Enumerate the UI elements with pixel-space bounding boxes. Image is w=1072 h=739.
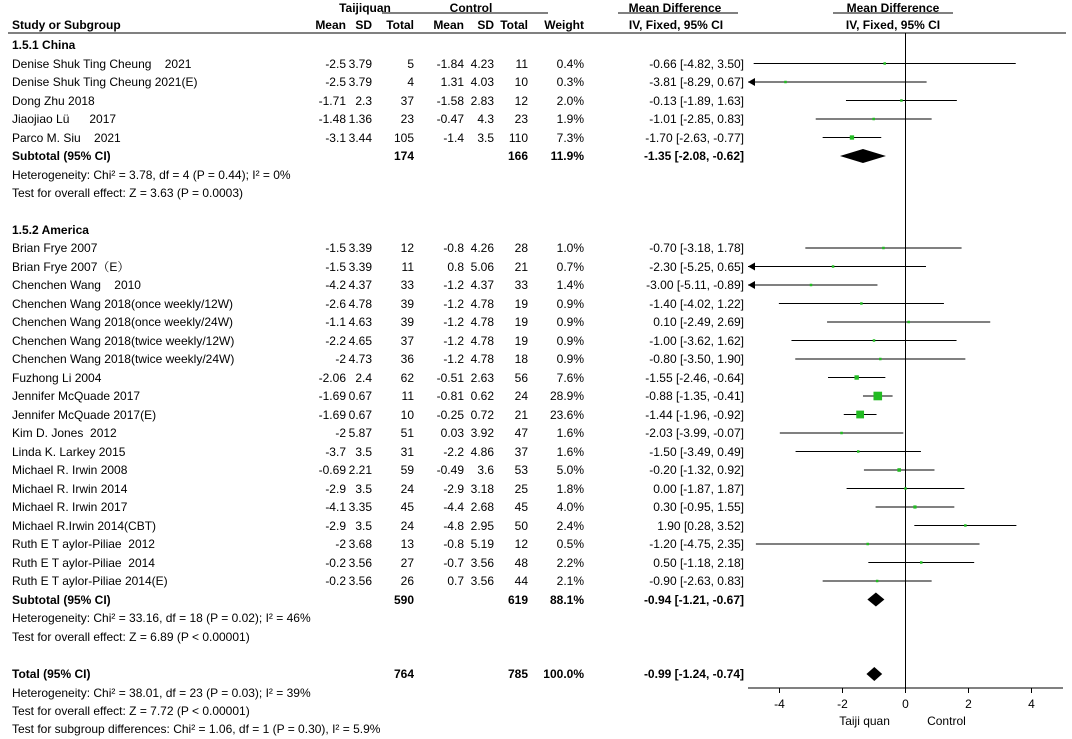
ci-cell: -1.01 [-2.85, 0.83] [649, 112, 744, 126]
mean1-cell: -2.6 [325, 296, 346, 311]
mean1-cell: -1.69 [318, 407, 346, 422]
ci-cell: -1.20 [-4.75, 2.35] [649, 537, 744, 551]
weight-cell: 23.6% [549, 407, 584, 422]
ci-cell: -1.70 [-2.63, -0.77] [645, 130, 744, 145]
mean2-cell: -1.2 [443, 333, 464, 348]
mean2-cell: -1.2 [443, 278, 464, 292]
md-column-title: Mean Difference [628, 1, 722, 15]
sd1-cell: 3.56 [348, 574, 372, 588]
sd1-cell: 2.4 [355, 370, 372, 385]
n2-cell: 21 [514, 259, 528, 274]
effect-square [907, 321, 910, 324]
ci-arrow [748, 263, 755, 271]
overall-effect-text: Test for overall effect: Z = 3.63 (P = 0.0003) [12, 186, 244, 200]
effect-square [882, 247, 885, 250]
total-heterogeneity: Heterogeneity: Chi² = 38.01, df = 23 (P = 0.03); I² = 39% [12, 686, 311, 700]
mean1-cell: -2.06 [318, 370, 346, 385]
sd1-cell: 3.68 [348, 537, 372, 551]
ci-cell: 0.50 [-1.18, 2.18] [653, 555, 744, 570]
effect-square [850, 135, 854, 139]
subtotal-n1: 174 [393, 149, 414, 163]
n2-cell: 45 [514, 500, 528, 514]
study-name: Chenchen Wang 2018(once weekly/12W) [12, 296, 234, 311]
sd2-cell: 4.26 [470, 241, 494, 255]
sd2-cell: 4.78 [470, 296, 494, 311]
sd2-cell: 2.95 [470, 518, 494, 533]
weight-header: Weight [544, 18, 584, 32]
sd2-cell: 3.56 [470, 574, 494, 588]
x-tick-label: 0 [902, 697, 909, 711]
n2-cell: 25 [514, 481, 528, 496]
mean1-cell: -1.48 [318, 112, 346, 126]
heterogeneity-text: Heterogeneity: Chi² = 33.16, df = 18 (P = 0.02); I² = 46% [12, 611, 311, 625]
study-name: Chenchen Wang 2018(twice weekly/12W) [12, 333, 235, 348]
mean1-cell: -0.69 [318, 463, 346, 477]
n2-cell: 19 [514, 296, 528, 311]
study-name: Parco M. Siu 2021 [12, 130, 121, 145]
subtotal-weight: 11.9% [550, 149, 584, 163]
sd1-cell: 3.79 [348, 75, 372, 89]
effect-square [840, 432, 843, 435]
overall-effect-text: Test for overall effect: Z = 6.89 (P < 0.00001) [12, 629, 250, 644]
sd1-header: SD [355, 18, 372, 32]
study-name: Michael R. Irwin 2008 [12, 463, 128, 477]
study-name: Michael R.Irwin 2014(CBT) [12, 518, 157, 533]
ci-cell: -1.50 [-3.49, 0.49] [649, 444, 744, 459]
total-weight: 100.0% [543, 667, 584, 681]
x-tick-label: -2 [837, 697, 848, 711]
sd1-cell: 2.21 [348, 463, 372, 477]
sd2-cell: 2.63 [470, 370, 494, 385]
n2-cell: 53 [514, 463, 528, 477]
sd2-cell: 4.78 [470, 315, 494, 329]
sd2-cell: 4.23 [470, 56, 494, 71]
ci-cell: 0.10 [-2.49, 2.69] [653, 315, 744, 329]
total-n2: 785 [507, 667, 528, 681]
study-name: Ruth E T aylor-Piliae 2014 [12, 555, 155, 570]
n2-cell: 47 [514, 426, 528, 440]
subgroup-title: 1.5.2 America [12, 222, 89, 237]
study-name: Chenchen Wang 2018(twice weekly/24W) [12, 352, 235, 366]
subgroup-title: 1.5.1 China [12, 38, 76, 52]
total-n1: 764 [393, 667, 414, 681]
axis-left-label: Taiji quan [839, 714, 890, 728]
mean2-cell: -2.2 [443, 444, 464, 459]
mean2-cell: -0.25 [436, 407, 464, 422]
weight-cell: 1.9% [556, 112, 584, 126]
mean2-cell: -0.8 [443, 537, 464, 551]
x-tick-label: 2 [965, 697, 972, 711]
sd2-cell: 3.18 [470, 481, 494, 496]
n2-cell: 50 [514, 518, 528, 533]
mean2-cell: -0.49 [436, 463, 464, 477]
subtotal-n2: 166 [507, 149, 528, 163]
n2-cell: 19 [514, 315, 528, 329]
n1-cell: 11 [401, 389, 414, 403]
sd2-cell: 5.06 [470, 259, 494, 274]
study-column-header: Study or Subgroup [12, 18, 121, 32]
effect-square [873, 392, 882, 401]
study-name: Denise Shuk Ting Cheung 2021 [12, 56, 192, 71]
n2-cell: 12 [514, 93, 528, 108]
ci-cell: -0.80 [-3.50, 1.90] [649, 352, 744, 366]
mean2-cell: 0.03 [440, 426, 464, 440]
sd1-cell: 5.87 [348, 426, 372, 440]
sd2-cell: 5.19 [470, 537, 494, 551]
n1-cell: 23 [400, 112, 414, 126]
sd1-cell: 2.3 [355, 93, 372, 108]
study-name: Brian Frye 2007（E） [12, 259, 130, 274]
mean1-cell: -2.9 [325, 481, 346, 496]
n2-cell: 48 [514, 555, 528, 570]
n2-cell: 44 [514, 574, 528, 588]
mean2-cell: -1.2 [443, 352, 464, 366]
study-name: Michael R. Irwin 2014 [12, 481, 128, 496]
study-name: Ruth E T aylor-Piliae 2012 [12, 537, 155, 551]
mean1-cell: -1.71 [318, 93, 346, 108]
total2-header: Total [500, 18, 528, 32]
effect-square [920, 561, 923, 564]
weight-cell: 7.3% [556, 130, 584, 145]
effect-square [879, 358, 882, 361]
n2-cell: 28 [514, 241, 528, 255]
sd1-cell: 3.5 [355, 444, 372, 459]
mean1-cell: -1.69 [318, 389, 346, 403]
weight-cell: 1.4% [556, 278, 584, 292]
mean1-cell: -1.5 [325, 241, 346, 255]
n2-cell: 21 [514, 407, 528, 422]
mean1-cell: -2 [335, 537, 346, 551]
effect-square [856, 411, 864, 419]
sd1-cell: 4.37 [348, 278, 372, 292]
mean2-cell: -1.4 [443, 130, 464, 145]
n2-cell: 24 [514, 389, 528, 403]
n2-cell: 110 [508, 130, 528, 145]
ci-cell: 0.30 [-0.95, 1.55] [653, 500, 744, 514]
sd1-cell: 3.39 [348, 259, 372, 274]
ci-header: IV, Fixed, 95% CI [628, 18, 724, 32]
study-name: Fuzhong Li 2004 [12, 370, 102, 385]
mean2-cell: -1.84 [436, 56, 464, 71]
effect-square [873, 339, 876, 342]
axis-right-label: Control [927, 714, 966, 728]
effect-square [876, 580, 879, 583]
study-name: Ruth E T aylor-Piliae 2014(E) [12, 574, 168, 588]
sd2-cell: 3.56 [470, 555, 494, 570]
mean1-cell: -2.9 [325, 518, 346, 533]
ci-cell: -1.00 [-3.62, 1.62] [649, 333, 744, 348]
n1-cell: 26 [400, 574, 414, 588]
mean2-cell: 1.31 [440, 75, 464, 89]
sd1-cell: 3.79 [348, 56, 372, 71]
n1-cell: 27 [400, 555, 414, 570]
mean2-cell: -0.51 [436, 370, 464, 385]
effect-square [883, 62, 886, 65]
sd1-cell: 3.35 [348, 500, 372, 514]
weight-cell: 0.4% [556, 56, 584, 71]
sd2-cell: 0.72 [470, 407, 494, 422]
n1-cell: 24 [400, 518, 414, 533]
study-name: Kim D. Jones 2012 [12, 426, 117, 440]
x-tick-label: 4 [1028, 697, 1035, 711]
ci-cell: -0.13 [-1.89, 1.63] [649, 93, 744, 108]
sd1-cell: 4.63 [348, 315, 372, 329]
subtotal-label: Subtotal (95% CI) [12, 149, 111, 163]
ci-cell: -0.66 [-4.82, 3.50] [649, 56, 744, 71]
effect-square [964, 524, 967, 527]
mean2-cell: -0.8 [443, 241, 464, 255]
sd1-cell: 0.67 [348, 389, 372, 403]
sd1-cell: 1.36 [348, 112, 372, 126]
n1-cell: 31 [400, 444, 414, 459]
mean1-cell: -0.2 [325, 555, 346, 570]
effect-square [832, 265, 835, 268]
study-name: Chenchen Wang 2018(once weekly/24W) [12, 315, 234, 329]
total-label: Total (95% CI) [12, 667, 91, 681]
n2-cell: 19 [514, 333, 528, 348]
sd2-cell: 4.78 [470, 333, 494, 348]
mean2-cell: -0.7 [443, 555, 464, 570]
ci-cell: -1.44 [-1.96, -0.92] [645, 407, 744, 422]
ci-cell: -1.55 [-2.46, -0.64] [645, 370, 744, 385]
mean1-cell: -1.5 [325, 259, 346, 274]
mean2-cell: -0.81 [436, 389, 464, 403]
subtotal-weight: 88.1% [549, 592, 584, 607]
ci-cell: -3.00 [-5.11, -0.89] [646, 278, 744, 292]
study-name: Jennifer McQuade 2017 [12, 389, 141, 403]
n1-cell: 51 [400, 426, 414, 440]
x-tick-label: -4 [774, 697, 785, 711]
mean1-cell: -2 [335, 352, 346, 366]
group1-header: Taijiquan [339, 1, 391, 15]
n2-cell: 18 [514, 352, 528, 366]
sd1-cell: 4.65 [348, 333, 372, 348]
weight-cell: 2.4% [556, 518, 584, 533]
n1-cell: 13 [400, 537, 414, 551]
mean2-cell: -4.4 [443, 500, 464, 514]
n2-cell: 10 [514, 75, 528, 89]
study-name: Jiaojiao Lü 2017 [12, 112, 117, 126]
sd1-cell: 3.5 [355, 481, 372, 496]
weight-cell: 5.0% [556, 463, 584, 477]
sd2-header: SD [477, 18, 494, 32]
subgroup-differences-text: Test for subgroup differences: Chi² = 1.06, df = 1 (P = 0.30), I² = 5.9% [12, 722, 381, 736]
subtotal-n2: 619 [507, 592, 528, 607]
n1-cell: 12 [400, 241, 414, 255]
n2-cell: 11 [515, 56, 528, 71]
effect-square [784, 81, 787, 84]
mean2-cell: 0.8 [447, 259, 464, 274]
n1-cell: 105 [393, 130, 414, 145]
mean1-cell: -2 [335, 426, 346, 440]
sd1-cell: 4.78 [348, 296, 372, 311]
weight-cell: 28.9% [549, 389, 584, 403]
n2-cell: 12 [514, 537, 528, 551]
n2-cell: 33 [514, 278, 528, 292]
ci-cell: -1.40 [-4.02, 1.22] [649, 296, 744, 311]
n1-cell: 11 [401, 259, 414, 274]
mean1-header: Mean [315, 18, 346, 32]
mean2-cell: -4.8 [443, 518, 464, 533]
heterogeneity-text: Heterogeneity: Chi² = 3.78, df = 4 (P = 0.44); I² = 0% [12, 167, 291, 182]
effect-square [857, 450, 860, 453]
ci-cell: -2.03 [-3.99, -0.07] [645, 426, 744, 440]
effect-square [897, 468, 901, 472]
mean1-cell: -3.7 [325, 444, 346, 459]
weight-cell: 0.3% [556, 75, 584, 89]
effect-square [860, 302, 863, 305]
mean1-cell: -2.5 [325, 56, 346, 71]
ci-arrow [748, 281, 755, 289]
ci-cell: -2.30 [-5.25, 0.65] [649, 259, 744, 274]
group2-header: Control [449, 1, 493, 15]
mean2-cell: 0.7 [447, 574, 464, 588]
n1-cell: 37 [400, 93, 414, 108]
sd2-cell: 4.37 [470, 278, 494, 292]
study-name: Dong Zhu 2018 [12, 93, 95, 108]
sd1-cell: 3.39 [348, 241, 372, 255]
mean2-cell: -0.47 [436, 112, 464, 126]
ci-arrow [748, 78, 755, 86]
n1-cell: 39 [400, 315, 414, 329]
mean1-cell: -2.2 [325, 333, 346, 348]
sd2-cell: 3.5 [477, 130, 494, 145]
weight-cell: 2.2% [556, 555, 584, 570]
weight-cell: 2.0% [556, 93, 584, 108]
sd2-cell: 4.78 [470, 352, 494, 366]
mean2-cell: -1.2 [443, 296, 464, 311]
mean2-header: Mean [433, 18, 464, 32]
study-name: Denise Shuk Ting Cheung 2021(E) [12, 75, 198, 89]
n1-cell: 36 [400, 352, 414, 366]
n2-cell: 37 [514, 444, 528, 459]
summary-diamond [840, 149, 886, 163]
weight-cell: 0.9% [556, 352, 584, 366]
n2-cell: 56 [514, 370, 528, 385]
sd2-cell: 4.86 [470, 444, 494, 459]
subtotal-ci: -0.94 [-1.21, -0.67] [643, 592, 744, 607]
weight-cell: 0.7% [556, 259, 584, 274]
sd2-cell: 3.6 [477, 463, 494, 477]
weight-cell: 1.8% [556, 481, 584, 496]
mean1-cell: -4.2 [325, 278, 346, 292]
n1-cell: 24 [400, 481, 414, 496]
sd2-cell: 2.68 [470, 500, 494, 514]
n1-cell: 33 [400, 278, 414, 292]
ci-cell: 1.90 [0.28, 3.52] [657, 518, 744, 533]
n1-cell: 4 [407, 75, 414, 89]
sd1-cell: 3.5 [355, 518, 372, 533]
weight-cell: 1.0% [556, 241, 584, 255]
sd2-cell: 4.03 [470, 75, 494, 89]
study-name: Brian Frye 2007 [12, 241, 98, 255]
study-name: Chenchen Wang 2010 [12, 278, 141, 292]
subtotal-label: Subtotal (95% CI) [12, 592, 111, 607]
n1-cell: 39 [400, 296, 414, 311]
ci-cell: 0.00 [-1.87, 1.87] [653, 481, 744, 496]
total1-header: Total [386, 18, 414, 32]
total-ci: -0.99 [-1.24, -0.74] [643, 667, 744, 681]
weight-cell: 0.9% [556, 296, 584, 311]
weight-cell: 0.9% [556, 333, 584, 348]
weight-cell: 1.6% [556, 426, 584, 440]
mean1-cell: -2.5 [325, 75, 346, 89]
sd2-cell: 4.3 [477, 112, 494, 126]
subtotal-ci: -1.35 [-2.08, -0.62] [643, 149, 744, 163]
sd1-cell: 3.44 [348, 130, 372, 145]
sd1-cell: 4.73 [348, 352, 372, 366]
effect-square [854, 375, 858, 379]
total-overall-effect: Test for overall effect: Z = 7.72 (P < 0.00001) [12, 704, 250, 718]
n1-cell: 45 [400, 500, 414, 514]
sd1-cell: 0.67 [348, 407, 372, 422]
weight-cell: 4.0% [556, 500, 584, 514]
study-name: Linda K. Larkey 2015 [12, 444, 126, 459]
sd2-cell: 2.83 [470, 93, 494, 108]
mean1-cell: -0.2 [325, 574, 346, 588]
subtotal-n1: 590 [393, 592, 414, 607]
n2-cell: 23 [514, 112, 528, 126]
ci-cell: -0.90 [-2.63, 0.83] [649, 574, 744, 588]
mean1-cell: -4.1 [325, 500, 346, 514]
n1-cell: 62 [400, 370, 414, 385]
sd2-cell: 3.92 [470, 426, 494, 440]
ci-cell: -0.70 [-3.18, 1.78] [649, 241, 744, 255]
sd1-cell: 3.56 [348, 555, 372, 570]
summary-diamond [866, 667, 882, 681]
plot-title: Mean Difference [846, 1, 940, 15]
mean1-cell: -3.1 [325, 130, 346, 145]
weight-cell: 2.1% [556, 574, 584, 588]
mean2-cell: -1.2 [443, 315, 464, 329]
effect-square [904, 487, 907, 490]
effect-square [866, 543, 869, 546]
effect-square [913, 505, 916, 508]
n1-cell: 37 [400, 333, 414, 348]
mean1-cell: -1.1 [325, 315, 346, 329]
sd2-cell: 0.62 [470, 389, 494, 403]
weight-cell: 1.6% [556, 444, 584, 459]
n1-cell: 10 [400, 407, 414, 422]
n1-cell: 59 [400, 463, 414, 477]
study-name: Michael R. Irwin 2017 [12, 500, 128, 514]
ci-cell: -0.20 [-1.32, 0.92] [649, 463, 744, 477]
n1-cell: 5 [407, 56, 414, 71]
effect-square [872, 118, 875, 121]
mean2-cell: -2.9 [443, 481, 464, 496]
weight-cell: 7.6% [556, 370, 584, 385]
summary-diamond [867, 593, 884, 607]
mean2-cell: -1.58 [436, 93, 464, 108]
effect-square [900, 99, 903, 102]
ci-cell: -3.81 [-8.29, 0.67] [649, 75, 744, 89]
weight-cell: 0.5% [556, 537, 584, 551]
ci-cell: -0.88 [-1.35, -0.41] [645, 389, 744, 403]
effect-square [810, 284, 813, 287]
weight-cell: 0.9% [556, 315, 584, 329]
study-name: Jennifer McQuade 2017(E) [12, 407, 157, 422]
plot-subtitle: IV, Fixed, 95% CI [845, 18, 941, 32]
